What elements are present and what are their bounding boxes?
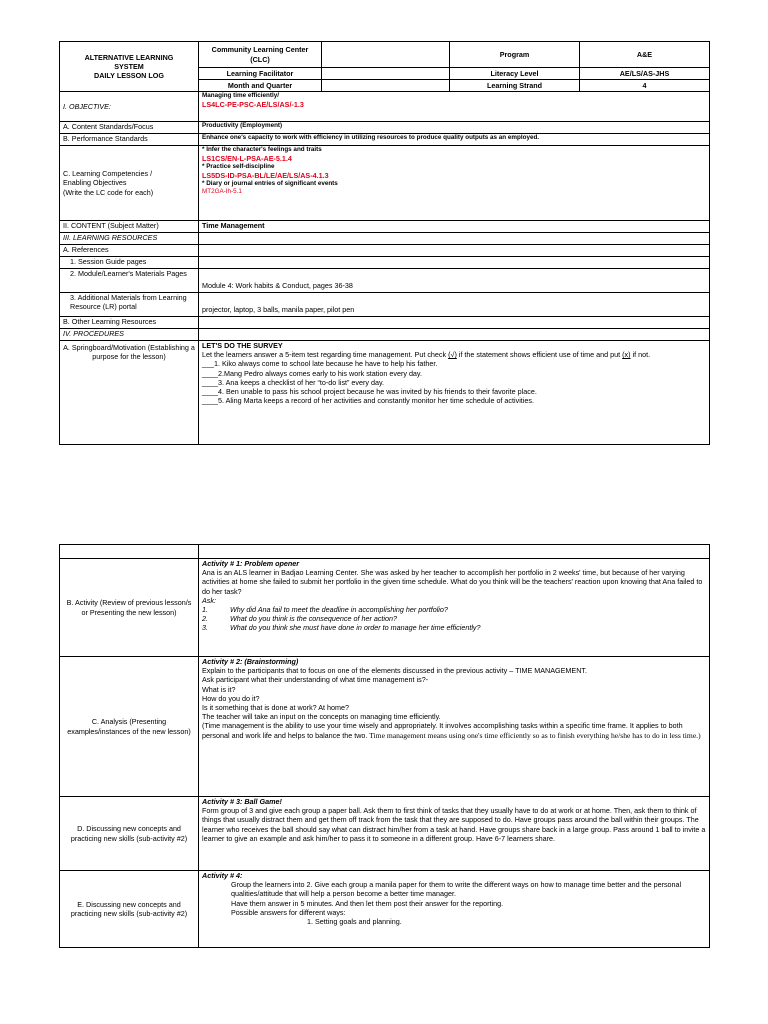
lesson-log-table-top <box>59 41 710 445</box>
discussing2-section: Activity # 4: Group the learners into 2. Give each group a manila paper for them to write the different ways on how to manage time better and the personal qualities/attitude that will help a person become a better time manager. Have them answer in 5 minutes. And then let them post their answer for the reporting. Possible answers for different ways: 1. Setting goals and planning. <box>199 871 710 948</box>
strand-value: 4 <box>580 80 710 92</box>
module-label: 2. Module/Learner's Materials Pages <box>60 269 199 293</box>
competencies-label: C. Learning Competencies / Enabling Objectives (Write the LC code for each) <box>60 146 199 221</box>
session-label: 1. Session Guide pages <box>60 257 199 269</box>
survey-title: LET'S DO THE SURVEY <box>202 341 283 350</box>
additional-value: projector, laptop, 3 balls, manila paper, pilot pen <box>199 293 710 317</box>
survey-intro: Let the learners answer a 5-item test regarding time management. Put check (√) if the statement shows efficient use of time and put (x) if not. <box>202 350 651 360</box>
survey-item: ____4. Ben unable to pass his school project because he was invited by his friends to their favorite place. <box>202 387 537 397</box>
content-standards-value: Productivity (Employment) <box>199 122 710 134</box>
activity-section <box>199 559 710 657</box>
lesson-log-table-bottom <box>59 544 710 948</box>
content-label: II. CONTENT (Subject Matter) <box>60 221 199 233</box>
objective-value: Managing time efficiently/ LS4LC-PE-PSC-AE/LS/AS/-1.3 <box>199 92 710 122</box>
procedures-label: IV. PROCEDURES <box>60 329 199 341</box>
question-item: 3. What do you think she must have done in order to manage her time efficiently? <box>202 623 481 633</box>
clc-label: Community Learning Center (CLC) <box>199 42 322 68</box>
additional-label: 3. Additional Materials from Learning Resource (LR) portal <box>60 293 199 317</box>
survey-item: ___1. Kiko always come to school late because he have to help his father. <box>202 359 438 369</box>
ask-label: Ask: <box>202 595 216 605</box>
question-item: 2. What do you think is the consequence of her action? <box>202 614 398 624</box>
survey-section <box>199 341 710 445</box>
clc-value[interactable] <box>322 42 450 68</box>
references-label: A. References <box>60 245 199 257</box>
facilitator-label: Learning Facilitator <box>199 68 322 80</box>
program-label: Program <box>450 42 580 68</box>
definition: (Time management is the ability to use your time wisely and appropriately. It involves accomplishing tasks within a specific time frame. It applies to both personal and work life and helps to balance the two. Time management means using one's time efficiently so as to finish everything he/she has to do in less time.) <box>202 721 701 740</box>
other-resources-label: B. Other Learning Resources <box>60 317 199 329</box>
performance-standards-value: Enhance one's capacity to work with efficiency in utilizing resources to produce quality outputs as an employed. <box>199 134 710 146</box>
module-value: Module 4: Work habits & Conduct, pages 36-38 <box>199 269 710 293</box>
survey-item: ____5. Aling Marta keeps a record of her activities and constantly monitor her time schedule of activities. <box>202 396 534 406</box>
discussing1-section: Activity # 3: Ball Game! Form group of 3 and give each group a paper ball. Ask them to first think of tasks that they usually have to do at work or at home. Then, ask them to think of things that usually distract them and get them off track from the task that they are supposed to do. Have groups pass around the ball within their groups. The learner who receives the ball should say what can distract him/her from a task at hand. Have groups share back in a large group. Pass around 1 ball to invite a learner to give an example and ask him/her to pass it to someone in a different group. Have 6-7 learners share. <box>199 797 710 871</box>
performance-standards-label: B. Performance Standards <box>60 134 199 146</box>
analysis-title: Activity # 2: (Brainstorming) <box>202 657 299 666</box>
strand-label: Learning Strand <box>450 80 580 92</box>
discussing1-label: D. Discussing new concepts and practicing new skills (sub-activity #2) <box>60 797 199 871</box>
objective-label: I. OBJECTIVE: <box>60 92 199 122</box>
month-label: Month and Quarter <box>199 80 322 92</box>
competencies-value: * Infer the character's feelings and traits LS1CS/EN-L-PSA-AE-5.1.4 * Practice self-discipline LS5DS-ID-PSA-BL/LE/AE/LS/AS-4.1.3 * Diary or journal entries of significant events MT2GA-Ih-5.1 <box>199 146 710 221</box>
literacy-value: AE/LS/AS-JHS <box>580 68 710 80</box>
program-value: A&E <box>580 42 710 68</box>
literacy-label: Literacy Level <box>450 68 580 80</box>
resources-label: III. LEARNING RESOURCES <box>60 233 199 245</box>
discussing1-title: Activity # 3: Ball Game! <box>202 797 282 806</box>
log-title: ALTERNATIVE LEARNING SYSTEM DAILY LESSON LOG <box>60 42 199 92</box>
survey-item: ____3. Ana keeps a checklist of her “to-do list” every day. <box>202 377 385 387</box>
facilitator-value[interactable] <box>322 68 450 80</box>
month-value[interactable] <box>322 80 450 92</box>
springboard-label: A. Springboard/Motivation (Establishing a purpose for the lesson) <box>60 341 199 445</box>
activity-label: B. Activity (Review of previous lesson/s or Presenting the new lesson) <box>60 559 199 657</box>
question-item: 1. Why did Ana fail to meet the deadline in accomplishing her portfolio? <box>202 605 448 615</box>
content-standards-label: A. Content Standards/Focus <box>60 122 199 134</box>
objective-code: LS4LC-PE-PSC-AE/LS/AS/-1.3 <box>202 100 304 109</box>
analysis-section: Activity # 2: (Brainstorming) Explain to the participants that to focus on one of the elements discussed in the previous activity – TIME MANAGEMENT. Ask participant what their understanding of what time management is?- What is it? How do you do it? Is it something that is done at work? At home? The teacher will take an input on the concepts on managing time efficiently. (Time management is the ability to use your time wisely and appropriately. It involves accomplishing tasks within a specific time frame. It applies to both personal and work life and helps to balance the two. Time management means using one's time efficiently so as to finish everything he/she has to do in less time.) <box>199 657 710 797</box>
activity-title: Activity # 1: Problem opener <box>202 559 300 568</box>
discussing2-title: Activity # 4: <box>202 871 243 880</box>
analysis-label: C. Analysis (Presenting examples/instances of the new lesson) <box>60 657 199 797</box>
activity-story: Ana is an ALS learner in Badjao Learning Center. She was asked by her teacher to accomplish her portfolio in 2 weeks' time, but because of her varying activities at home she failed to submit her portfolio in the given time schedule. What do you think will be the teachers' reaction upon knowing that Ana failed to do her task? <box>202 568 703 596</box>
content-value: Time Management <box>199 221 710 233</box>
survey-item: ____2.Mang Pedro always comes early to his work station every day. <box>202 368 422 378</box>
discussing2-label: E. Discussing new concepts and practicing new skills (sub-activity #2) <box>60 871 199 948</box>
